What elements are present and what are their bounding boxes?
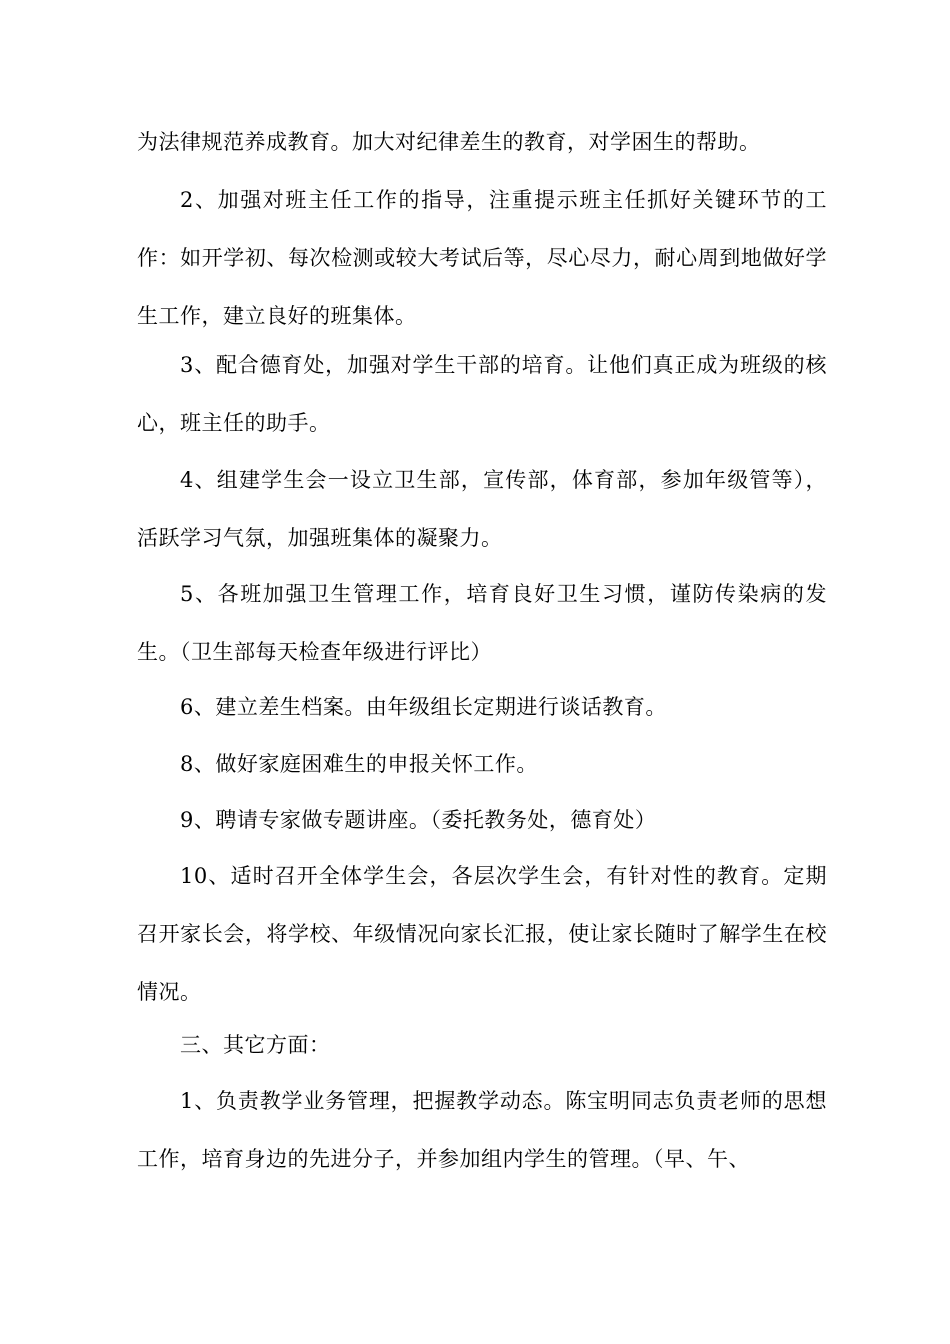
paragraph-item-6: 6、建立差生档案。由年级组长定期进行谈话教育。 xyxy=(180,695,667,719)
paragraph-item-9: 9、聘请专家做专题讲座。（委托教务处，德育处） xyxy=(180,808,657,832)
paragraph-item-5: 5、各班加强卫生管理工作，培育良好卫生习惯，谨防传染病的发生。（卫生部每天检查年级进行评比） xyxy=(137,582,827,664)
paragraph-item-4: 4、组建学生会一设立卫生部，宣传部，体育部，参加年级管等），活跃学习气氛，加强班集体的凝聚力。 xyxy=(137,468,827,550)
section-heading-other: 三、其它方面： xyxy=(180,1033,331,1057)
paragraph-item-10: 10、适时召开全体学生会，各层次学生会，有针对性的教育。定期召开家长会，将学校、年级情况向家长汇报，使让家长随时了解学生在校情况。 xyxy=(137,864,827,1004)
paragraph-continuation: 为法律规范养成教育。加大对纪律差生的教育，对学困生的帮助。 xyxy=(137,130,761,154)
paragraph-other-item-1: 1、负责教学业务管理，把握教学动态。陈宝明同志负责老师的思想工作，培育身边的先进分子，并参加组内学生的管理。（早、午、 xyxy=(137,1089,827,1171)
paragraph-item-3: 3、配合德育处，加强对学生干部的培育。让他们真正成为班级的核心，班主任的助手。 xyxy=(137,353,827,435)
paragraph-item-8: 8、做好家庭困难生的申报关怀工作。 xyxy=(180,752,538,776)
paragraph-item-2: 2、加强对班主任工作的指导，注重提示班主任抓好关键环节的工作：如开学初、每次检测或较大考试后等，尽心尽力，耐心周到地做好学生工作，建立良好的班集体。 xyxy=(137,188,827,328)
